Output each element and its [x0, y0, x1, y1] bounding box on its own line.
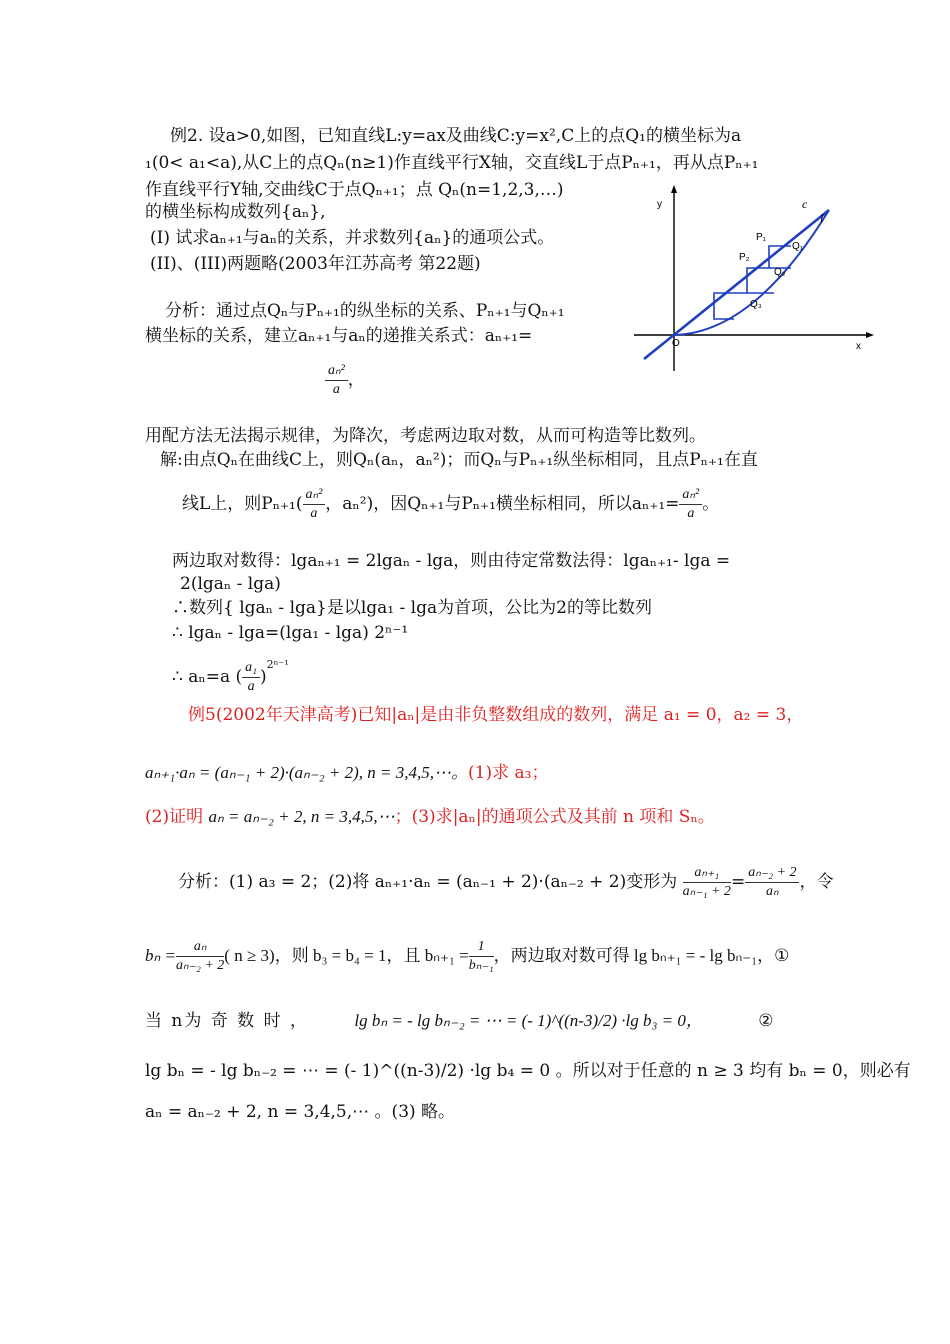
ex5-a3-a: 当 n为 奇 数 时 ，	[145, 1011, 309, 1031]
y-label: y	[657, 199, 662, 210]
c-label: c	[802, 197, 808, 211]
p1-label: P₁	[756, 232, 767, 243]
sol2-b: ，aₙ²)，因Qₙ₊₁与Pₙ₊₁横坐标相同，所以aₙ₊₁=	[325, 494, 680, 514]
frac-num: aₙ²	[679, 486, 702, 505]
origin-label: O	[672, 338, 680, 349]
ex5-q2-formula: aₙ = aₙ₋₂ + 2, n = 3,4,5,⋯	[208, 807, 395, 826]
ex2-solution-3: 两边取对数得：lgaₙ₊₁ = 2lgaₙ - lga，则由待定常数法得：lgaₙ₊₁- lga =	[172, 551, 731, 571]
sol2-c: 。	[702, 494, 720, 514]
q2-label: Q₂	[774, 267, 786, 278]
frac-den: aₙ₋₁ + 2	[682, 884, 731, 899]
frac-num: a₁	[242, 659, 260, 678]
q1-label: Q₁	[792, 241, 804, 252]
p2-label: P₂	[739, 252, 750, 263]
frac-num: aₙ₊₁	[683, 864, 731, 883]
ex2-analysis-2: 横坐标的关系，建立aₙ₊₁与aₙ的递推关系式：aₙ₊₁=	[145, 326, 533, 346]
frac-den: a	[310, 506, 318, 521]
ex2-line-1: 例2. 设a>0,如图，已知直线L:y=ax及曲线C:y=x²,C上的点Q₁的横坐标为a	[170, 126, 742, 146]
ex2-analysis-4: 用配方法无法揭示规律，为降次，考虑两边取对数，从而可构造等比数列。	[145, 426, 706, 446]
y-axis-arrow	[671, 185, 677, 193]
ex5-line-2	[145, 762, 548, 784]
frac-den: bₙ₋₁	[468, 958, 494, 973]
frac-num: aₙ²	[303, 486, 326, 505]
ex2-line-5: (I) 试求aₙ₊₁与aₙ的关系，并求数列{aₙ}的通项公式。	[150, 228, 555, 248]
ex5-analysis-1	[178, 864, 833, 901]
frac-den: aₙ₋₂ + 2	[176, 958, 225, 973]
ex2-solution-7	[172, 654, 289, 696]
ex5-recurrence: aₙ₊₁·aₙ = (aₙ₋₁ + 2)·(aₙ₋₂ + 2), n = 3,4,5,⋯。	[145, 763, 469, 782]
ex2-solution-6: ∴ lgaₙ - lga=(lga₁ - lga) 2ⁿ⁻¹	[172, 623, 409, 643]
ex5-line-1: 例5(2002年天津高考)已知|aₙ|是由非负整数组成的数列，满足 a₁ = 0，a₂ = 3，	[188, 705, 804, 725]
sol7-b: )	[260, 667, 267, 687]
sol7-exp: 2ⁿ⁻¹	[266, 658, 289, 671]
frac-tail: ，	[347, 370, 365, 390]
ex5-a3-c: ②	[758, 1011, 774, 1031]
frac-den: a	[332, 382, 340, 397]
frac-den: aₙ	[766, 884, 779, 899]
ex2-analysis-frac	[325, 362, 365, 399]
frac-den: a	[687, 506, 695, 521]
ex5-analysis-3	[145, 1010, 774, 1032]
l-label: l	[820, 211, 824, 225]
ex5-analysis-2	[145, 938, 789, 975]
ex5-a1-tail: ，令	[799, 872, 834, 892]
sol7-a: ∴ aₙ=a (	[172, 667, 243, 687]
sol2-a: 线L上，则Pₙ₊₁(	[182, 494, 303, 514]
frac-num: aₙ²	[325, 362, 348, 381]
ex5-a3-b: lg bₙ = - lg bₙ₋₂ = ⋯ = (- 1)^((n-3)/2) ·lg b₃ = 0，	[354, 1011, 703, 1030]
ex5-analysis-4: lg bₙ = - lg bₙ₋₂ = ⋯ = (- 1)^((n-3)/2) ·lg b₄ = 0 。所以对于任意的 n ≥ 3 均有 bₙ = 0，则必有	[145, 1061, 911, 1081]
ex5-q2-label: (2)证明	[145, 807, 204, 827]
x-label: x	[856, 341, 861, 352]
ex2-analysis-1: 分析：通过点Qₙ与Pₙ₊₁的纵坐标的关系、Pₙ₊₁与Qₙ₊₁	[165, 301, 565, 321]
ex2-line-4: 的横坐标构成数列{aₙ},	[145, 202, 326, 222]
ex2-solution-2	[182, 486, 719, 523]
ex2-line-6: (II)、(III)两题略(2003年江苏高考 第22题)	[150, 254, 481, 274]
ex5-q1: (1)求 a₃；	[468, 763, 549, 783]
line-l	[644, 210, 829, 359]
ex2-solution-5: ∴数列{ lgaₙ - lga}是以lga₁ - lga为首项，公比为2的等比数列	[172, 598, 652, 618]
coordinate-figure	[634, 183, 874, 373]
ex5-a1-eq: =	[730, 872, 746, 892]
x-axis-arrow	[866, 332, 874, 338]
ex5-a2-tail: ，两边取对数可得 lg bₙ₊₁ = - lg bₙ₋₁，①	[493, 946, 790, 965]
ex2-line-2: ₁(0< a₁<a),从C上的点Qₙ(n≥1)作直线平行X轴，交直线L于点Pₙ₊₁，再从点Pₙ₊₁	[145, 153, 759, 173]
frac-den: a	[247, 679, 255, 694]
ex5-analysis-5: aₙ = aₙ₋₂ + 2, n = 3,4,5,⋯ 。(3) 略。	[145, 1102, 456, 1122]
ex5-a1-text: 分析：(1) a₃ = 2；(2)将 aₙ₊₁·aₙ = (aₙ₋₁ + 2)·(aₙ₋₂ + 2)变形为	[178, 872, 678, 892]
ex2-line-3: 作直线平行Y轴,交曲线C于点Qₙ₊₁；点 Qₙ(n=1,2,3,…)	[145, 180, 564, 200]
ex5-a2-mid: ( n ≥ 3)，则 b₃ = b₄ = 1，且 bₙ₊₁ =	[224, 946, 469, 965]
q3-label: Q₃	[750, 299, 762, 310]
ex2-solution-1: 解:由点Qₙ在曲线C上，则Qₙ(aₙ，aₙ²)；而Qₙ与Pₙ₊₁纵坐标相同，且点Pₙ₊₁在直	[160, 450, 758, 470]
ex2-solution-4: 2(lgaₙ - lga)	[180, 574, 281, 594]
ex5-a2-b: bₙ =	[145, 946, 176, 965]
ex5-line-3	[145, 806, 715, 828]
frac-num: aₙ	[176, 938, 224, 957]
ex5-q3: ；(3)求|aₙ|的通项公式及其前 n 项和 Sₙ。	[394, 807, 715, 827]
frac-num: aₙ₋₂ + 2	[745, 864, 799, 883]
frac-num: 1	[469, 938, 494, 957]
